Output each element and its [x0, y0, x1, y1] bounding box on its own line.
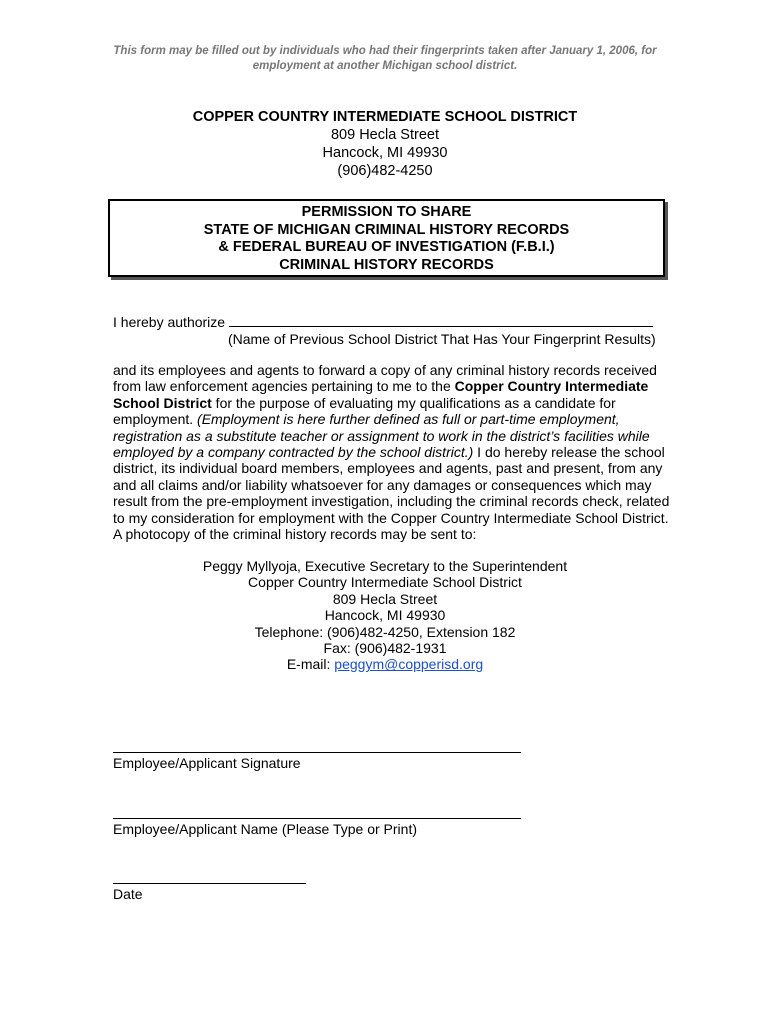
contact-fax: Fax: (906)482-1931 — [323, 640, 447, 657]
release-text-1: and its employees and agents to forward a copy of any criminal history records received from law enforcement agencies pertaining to me to the — [113, 362, 657, 395]
contact-block — [0, 558, 770, 673]
form-title-line-3: & FEDERAL BUREAU OF INVESTIGATION (F.B.I.) — [218, 239, 555, 255]
district-name: COPPER COUNTRY INTERMEDIATE SCHOOL DISTRICT — [192, 109, 578, 125]
filing-note-line-2: employment at another Michigan school district. — [252, 60, 518, 72]
district-city: Hancock, MI 49930 — [322, 145, 448, 161]
name-line[interactable] — [113, 818, 521, 819]
district-phone: (906)482-4250 — [337, 163, 433, 179]
contact-telephone: Telephone: (906)482-4250, Extension 182 — [254, 623, 516, 640]
signature-label: Employee/Applicant Signature — [113, 755, 301, 771]
contact-name: Peggy Myllyoja, Executive Secretary to the Superintendent — [202, 558, 568, 574]
name-label: Employee/Applicant Name (Please Type or Print) — [113, 821, 417, 837]
filing-note-line-1: This form may be filled out by individuals who had their fingerprints taken after January 1, 2006, for — [113, 45, 657, 57]
district-street: 809 Hecla Street — [330, 127, 439, 143]
authorization-section — [113, 313, 673, 348]
contact-org: Copper Country Intermediate School District — [248, 574, 522, 591]
previous-district-hint: (Name of Previous School District That Has Your Fingerprint Results) — [228, 331, 656, 347]
filing-note — [80, 44, 690, 74]
date-label: Date — [113, 886, 143, 902]
contact-email-row — [0, 656, 770, 672]
release-paragraph — [113, 362, 673, 542]
email-label: E-mail: — [286, 656, 335, 673]
form-title-line-2: STATE OF MICHIGAN CRIMINAL HISTORY RECORDS — [203, 221, 570, 238]
release-district-name: Copper Country Intermediate School District — [113, 378, 649, 411]
release-text-2: for the purpose of evaluating my qualifications as a candidate for employment. — [113, 394, 616, 428]
district-header — [0, 108, 770, 180]
date-line[interactable] — [113, 883, 306, 884]
contact-street: 809 Hecla Street — [332, 590, 438, 607]
form-title-line-4: CRIMINAL HISTORY RECORDS — [279, 256, 494, 273]
employment-definition: (Employment is here further defined as full or part-time employment, registration as a substitute teacher or assignment to work in the district’s facilities while employed by a company contracted by the school district.) — [113, 411, 650, 461]
authorize-label: I hereby authorize — [113, 314, 229, 330]
release-text-3: I do hereby release the school district, its individual board members, employees and agents, past and present, from any and all claims and/or liability whatsoever for any damages or consequences which may result from the pre-employment investigation, including the criminal records check, related to my consideration for employment with the Copper Country Intermediate School District. A photocopy of the criminal history records may be sent to: — [113, 444, 670, 543]
form-title-box — [108, 199, 665, 277]
email-link[interactable]: peggym@copperisd.org — [334, 656, 484, 673]
contact-city: Hancock, MI 49930 — [324, 607, 446, 624]
previous-district-field[interactable] — [229, 313, 653, 327]
form-title-line-1: PERMISSION TO SHARE — [301, 204, 472, 220]
signature-line[interactable] — [113, 752, 521, 753]
